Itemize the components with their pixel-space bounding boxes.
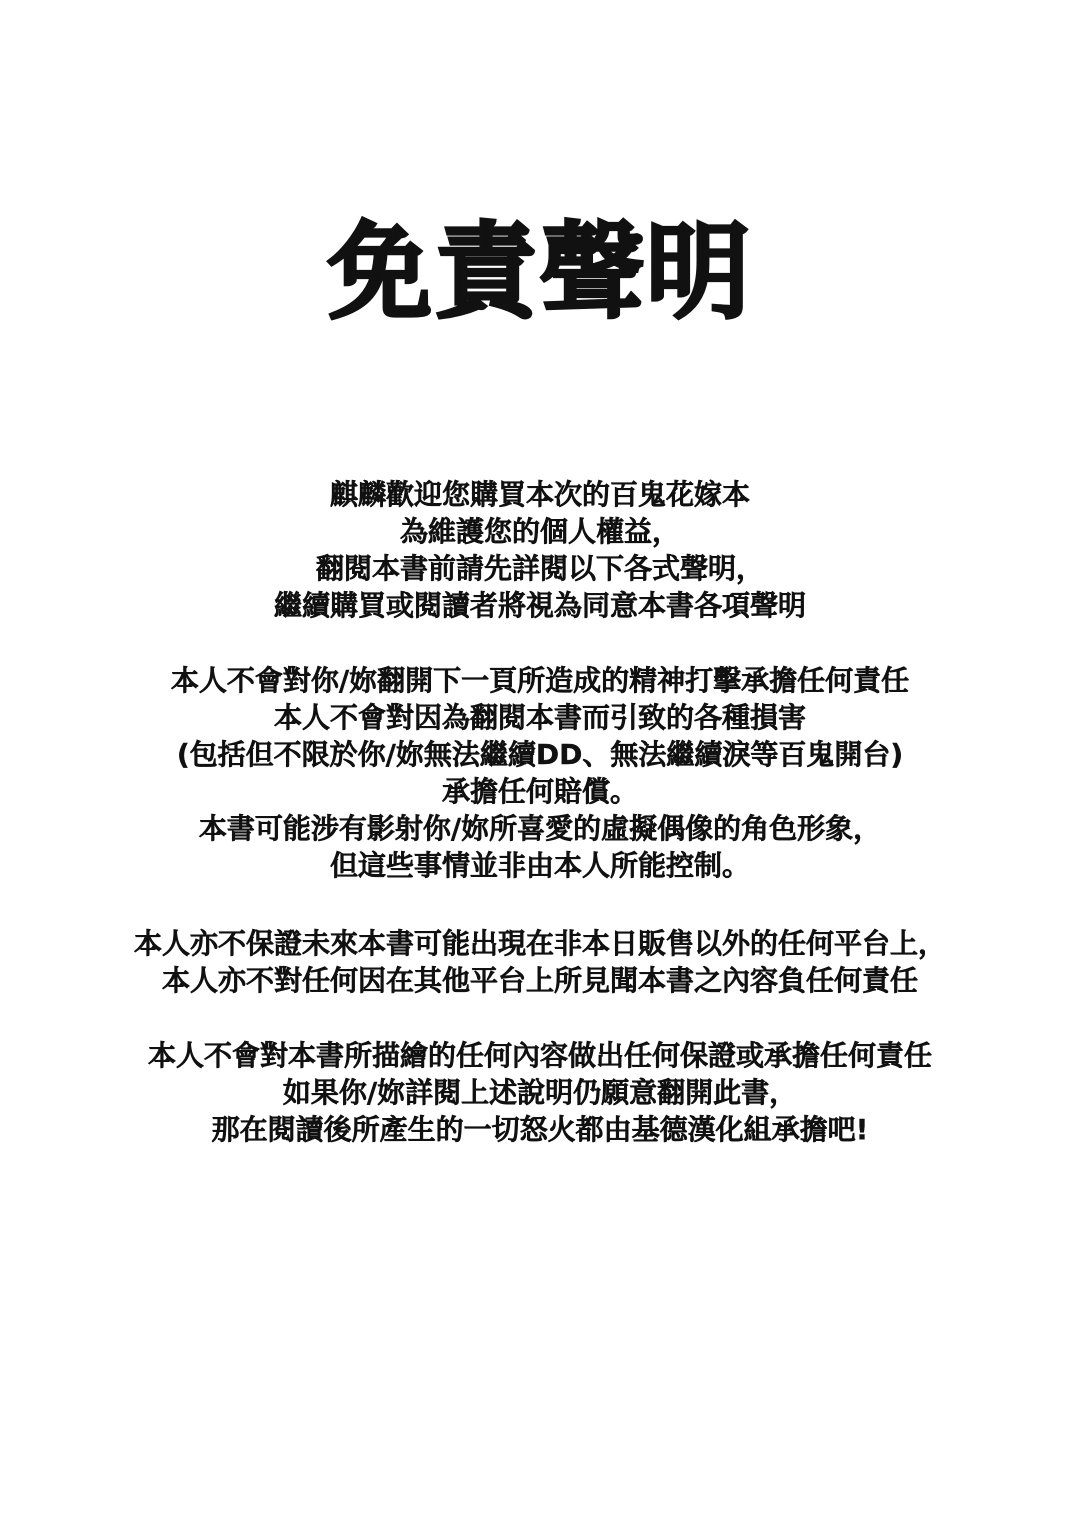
page-title: 免責聲明	[327, 211, 752, 333]
text-line: (包括但不限於你/妳無法繼續DD、無法繼續淚等百鬼開台)	[176, 738, 904, 771]
text-line: 本人不會對你/妳翻開下一頁所造成的精神打擊承擔任何責任	[170, 664, 910, 697]
text-line: 本人不會對本書所描繪的任何內容做出任何保證或承擔任何責任	[147, 1039, 932, 1072]
text-line: 麒麟歡迎您購買本次的百鬼花嫁本	[329, 478, 750, 511]
text-line: 如果你/妳詳閱上述說明仍願意翻開此書，	[282, 1076, 798, 1109]
text-line: 承擔任何賠償。	[441, 775, 638, 808]
text-line: 本人不會對因為翻閱本書而引致的各種損害	[273, 701, 806, 734]
text-line: 本書可能涉有影射你/妳所喜愛的虛擬偶像的角色形象，	[198, 812, 882, 845]
text-line: 本人亦不保證未來本書可能出現在非本日販售以外的任何平台上，	[133, 927, 946, 960]
disclaimer-paragraph-4	[0, 1037, 1080, 1148]
text-line: 但這些事情並非由本人所能控制。	[329, 849, 750, 882]
text-line: 繼續購買或閱讀者將視為同意本書各項聲明	[273, 589, 806, 622]
disclaimer-paragraph-2	[0, 662, 1080, 884]
text-line: 本人亦不對任何因在其他平台上所見聞本書之內容負任何責任	[161, 964, 918, 997]
text-line: 為維護您的個人權益，	[399, 515, 680, 548]
text-line: 翻閱本書前請先詳閱以下各式聲明，	[315, 552, 764, 585]
disclaimer-paragraph-1	[0, 476, 1080, 624]
text-line: 那在閱讀後所產生的一切怒火都由基德漢化組承擔吧!	[211, 1113, 869, 1146]
disclaimer-paragraph-3	[0, 925, 1080, 999]
